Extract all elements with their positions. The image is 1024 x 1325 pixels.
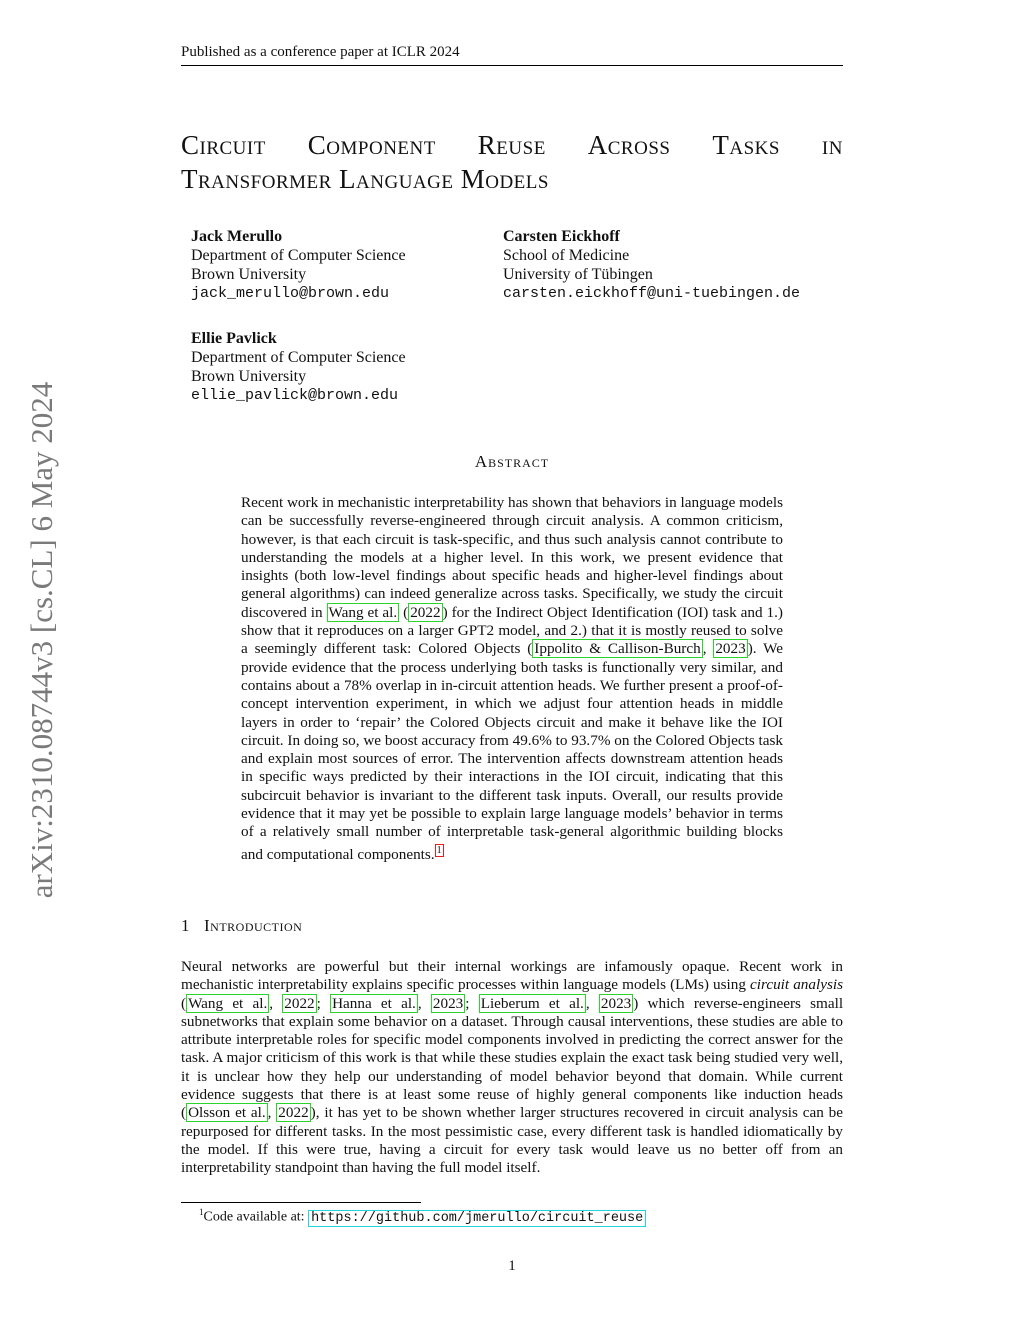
title-word: in: [821, 130, 843, 160]
citation-link[interactable]: Wang et al.: [328, 603, 398, 621]
author-dept: Department of Computer Science: [191, 247, 406, 264]
section-number: 1: [181, 916, 190, 935]
citation-year-link[interactable]: 2022: [278, 1104, 309, 1122]
citation-year-link[interactable]: 2023: [715, 640, 746, 658]
footnote-mark: 1: [199, 1207, 204, 1217]
citation-link[interactable]: Ippolito & Callison-Burch: [534, 640, 701, 658]
footnote: [199, 1207, 646, 1226]
abstract-text: for the Indirect Object Identification (IOI) task and 1.) show that it reproduces on a larger GPT2 model, and 2.) that it is mostly reused to solve a seemingly different task: Colored Objects (: [241, 603, 783, 658]
author-dept: Department of Computer Science: [191, 349, 406, 366]
author-email[interactable]: carsten.eickhoff@uni-tuebingen.de: [503, 285, 801, 302]
title-word: Across: [587, 130, 671, 160]
section-heading-introduction: [181, 916, 302, 936]
abstract-body: Recent work in mechanistic interpretability has shown that behaviors in language models can be successfully reverse-engineered through circuit analysis. A common criticism, however, is that each circuit is task-specific, and thus such analysis cannot contribute to understanding the models at a higher level. In this work, we present evidence that insights (both low-level findings about specific heads and higher-level findings about general algorithms) can indeed generalize across tasks. Specifically, we study the circuit discovered in Wang et al. ( 2022 ) for the Indirect Object Identification (IOI) task and 1.) show that it reproduces on a larger GPT2 model, and 2.) that it is mostly reused to solve a seemingly different task: Colored Objects ( Ippolito & Callison-Burch , 2023 ). We provide evidence that the process underlying both tasks is functionally very similar, and contains about a 78% overlap in in-circuit attention heads. We further present a proof-of-concept intervention experiment, in which we adjust four attention heads in middle layers in order to ‘repair’ the Colored Objects circuit and make it behave like the IOI circuit. In doing so, we boost accuracy from 49.6% to 93.7% on the Colored Objects task and explain most sources of error. The intervention affects downstream attention heads in specific ways predicted by their interactions in the IOI circuit, indicating that this subcircuit behavior is invariant to the different task inputs. Overall, our results provide evidence that it may yet be possible to explain large language models’ behavior in terms of a relatively small number of interpretable task-general algorithmic building blocks and computational components. $^1$: [241, 494, 783, 863]
title-line-1: [181, 128, 843, 162]
author-name: Ellie Pavlick: [191, 330, 277, 347]
body-text: Neural networks are powerful but their internal workings are infamously opaque. Recent work in mechanistic interpretability explains specific processes within language models (LMs) using: [181, 958, 843, 994]
citation-year-link[interactable]: 2023: [432, 994, 464, 1012]
author-inst: University of Tübingen: [503, 266, 653, 283]
abstract-text: ). We provide evidence that the process underlying both tasks is functionally very similar, and contains about a 78% overlap in in-circuit attention heads. We further present a proof-of-concept intervention experiment, in which we adjust four attention heads in middle layers in order to ‘repair’ the Colored Objects circuit and make it behave like the IOI circuit. In doing so, we boost accuracy from 49.6% to 93.7% on the Colored Objects task and explain most sources of error. The intervention affects downstream attention heads in specific ways predicted by their interactions in the IOI circuit, indicating that this subcircuit behavior is invariant to the different task inputs. Overall, our results provide evidence that it may yet be possible to explain large language models’ behavior in terms of a relatively small number of interpretable task-general algorithmic building blocks and computational components.: [241, 640, 783, 863]
author-email[interactable]: ellie_pavlick@brown.edu: [191, 387, 399, 404]
title-line-2: Transformer Language Models: [181, 164, 549, 194]
author-name: Jack Merullo: [191, 228, 283, 245]
footnote-label: Code available at:: [203, 1209, 309, 1225]
introduction-paragraph: Neural networks are powerful but their internal workings are infamously opaque. Recent work in mechanistic interpretability explains specific processes within language models (LMs) using circuit analysis ( Wang et al. , 2022 ; Hanna et al. , 2023 ; Lieberum et al. , 2023 ) which reverse-engineers small subnetworks that explain some behavior on a dataset. Through causal interventions, these studies are able to attribute interpretable roles for specific model components involved in predicting the correct answer for the task. A major criticism of this work is that while these studies explain the exact task being studied very well, it is unclear how they help our understanding of model behavior beyond that domain. While current evidence suggests that there is at least some reuse of highly general components like induction heads ( Olsson et al. , 2022 ), it has yet to be shown whether larger structures recovered in circuit analysis can be repurposed for different tasks. In the most pessimistic case, every different task is handled idiomatically by the model. If this were true, having a circuit for every task would leave us no better off from an interpretability standpoint than having the full model itself.: [181, 958, 844, 1177]
author-block-merullo: [191, 227, 406, 303]
author-inst: Brown University: [191, 266, 307, 283]
footnote-rule: [181, 1202, 421, 1203]
title-word: Tasks: [712, 130, 780, 160]
section-title: Introduction: [204, 916, 303, 935]
abstract-heading: Abstract: [474, 452, 550, 471]
title-word: Component: [307, 130, 436, 160]
author-email[interactable]: jack_merullo@brown.edu: [191, 285, 390, 302]
title-word: Reuse: [477, 130, 546, 160]
citation-link[interactable]: Olsson et al.: [188, 1104, 266, 1122]
body-text: ), it has yet to be shown whether larger structures recovered in circuit analysis can be repurposed for different tasks. In the most pessimistic case, every different task is handled idiomatically by the model. If this were true, having a circuit for every task would leave us no better off from an interpretability standpoint than having the full model itself.: [181, 1104, 843, 1177]
body-text: ) which reverse-engineers small subnetworks that explain some behavior on a dataset. Through causal interventions, these studies are able to attribute interpretable roles for specific model components involved in predicting the correct answer for the task. A major criticism of this work is that while these studies explain the exact task being studied very well, it is unclear how they help our understanding of model behavior beyond that domain. While current evidence suggests that there is at least some reuse of highly general components like induction heads (: [181, 994, 844, 1122]
body-emphasis: circuit analysis: [750, 976, 843, 994]
arxiv-stamp-text: arXiv:2310.08744v3 [cs.CL] 6 May 2024: [24, 381, 59, 899]
running-header: Published as a conference paper at ICLR 2024: [181, 44, 460, 60]
paper-title: [181, 128, 843, 196]
citation-link[interactable]: Hanna et al.: [332, 994, 416, 1012]
author-block-pavlick: [191, 329, 406, 405]
author-block-eickhoff: [503, 227, 800, 303]
citation-year-link[interactable]: 2022: [410, 603, 441, 621]
author-inst: Brown University: [191, 368, 307, 385]
code-url-link[interactable]: https://github.com/jmerullo/circuit_reuse: [308, 1210, 646, 1227]
page-number: 1: [508, 1258, 516, 1274]
footnote-ref-link[interactable]: 1: [436, 844, 442, 856]
title-word: Circuit: [181, 130, 266, 160]
author-name: Carsten Eickhoff: [503, 228, 620, 245]
citation-link[interactable]: Wang et al.: [188, 994, 268, 1012]
citation-year-link[interactable]: 2023: [600, 994, 632, 1012]
abstract-text: Recent work in mechanistic interpretability has shown that behaviors in language models can be successfully reverse-engineered through circuit analysis. A common criticism, however, is that each circuit is task-specific, and thus such analysis cannot contribute to understanding the models at a higher level. In this work, we present evidence that insights (both low-level findings about specific heads and higher-level findings about general algorithms) can indeed generalize across tasks. Specifically, we study the circuit discovered in: [241, 494, 783, 621]
citation-year-link[interactable]: 2022: [284, 994, 315, 1012]
arxiv-stamp: [24, 381, 60, 899]
citation-link[interactable]: Lieberum et al.: [480, 994, 584, 1012]
header-rule: [181, 65, 843, 66]
author-dept: School of Medicine: [503, 247, 630, 264]
body-text: (: [181, 994, 187, 1012]
